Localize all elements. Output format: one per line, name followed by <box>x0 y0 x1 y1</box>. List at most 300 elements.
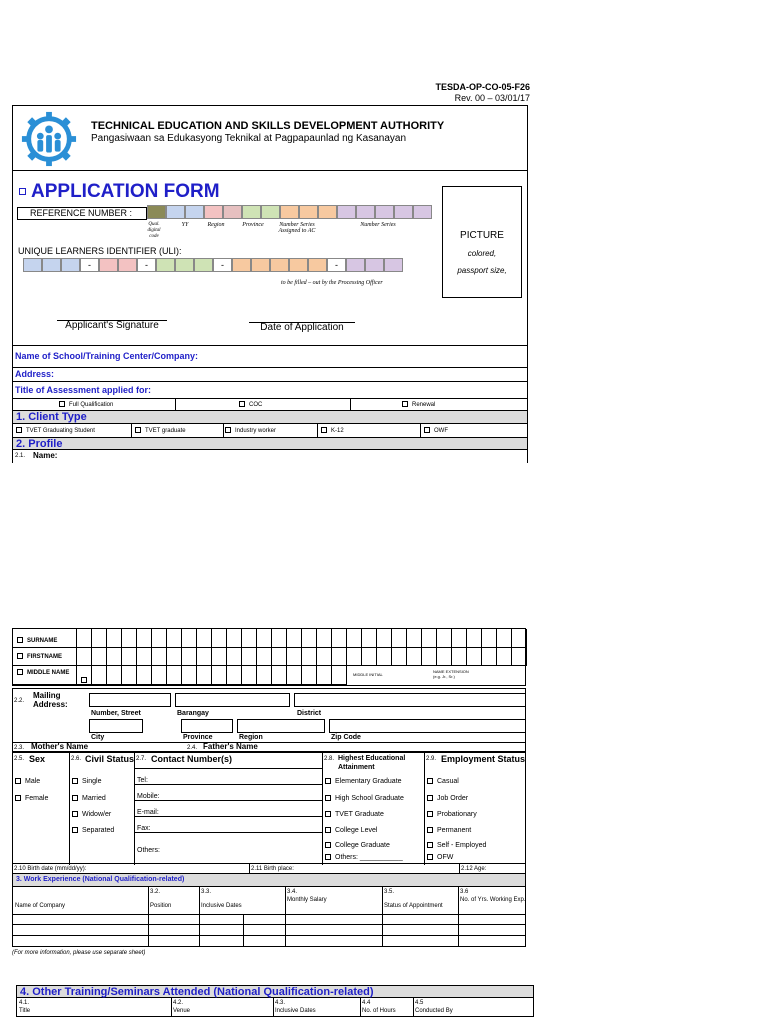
edu-tvet-label: TVET Graduate <box>335 811 384 818</box>
name-letter-cell[interactable] <box>242 629 257 648</box>
name-letter-cell[interactable] <box>272 629 287 648</box>
name-letter-cell[interactable] <box>272 648 287 667</box>
sex-label: Sex <box>29 754 46 764</box>
school-label: Name of School/Training Center/Company: <box>15 351 199 361</box>
middlename-text: MIDDLE NAME <box>27 670 70 676</box>
name-letter-cell[interactable] <box>512 629 527 648</box>
uli-digit-cell[interactable] <box>365 258 384 272</box>
reference-digit-cell[interactable] <box>337 205 356 219</box>
uli-digit-cell[interactable] <box>118 258 137 272</box>
birth-divider-1 <box>249 864 250 874</box>
mother-label: Mother's Name <box>31 742 89 751</box>
client-divider-4 <box>420 424 421 437</box>
name-letter-cell[interactable] <box>332 648 347 667</box>
name-letter-cell[interactable] <box>137 629 152 648</box>
name-letter-cell[interactable] <box>137 666 152 685</box>
client-owf-label: OWF <box>434 428 448 434</box>
name-letter-cell[interactable] <box>347 648 362 667</box>
name-letter-cell[interactable] <box>302 666 317 685</box>
name-letter-cell[interactable] <box>257 648 272 667</box>
checkbox-icon[interactable] <box>72 795 78 801</box>
uli-separator-cell[interactable] <box>80 258 99 272</box>
civil-separated-label: Separated <box>82 827 115 834</box>
name-letter-cell[interactable] <box>452 648 467 667</box>
name-letter-cell[interactable] <box>407 648 422 667</box>
name-letter-cell[interactable] <box>422 648 437 667</box>
name-letter-cell[interactable] <box>137 648 152 667</box>
contact-email[interactable]: E-mail: <box>137 809 159 816</box>
client-divider-1 <box>131 424 132 437</box>
reference-digit-cell[interactable] <box>413 205 432 219</box>
zipcode-label: Zip Code <box>331 734 361 741</box>
checkbox-icon[interactable] <box>402 401 408 407</box>
client-tvet-graduating[interactable] <box>16 425 95 437</box>
edu-number: 2.8. <box>324 756 335 762</box>
uli-separator-cell[interactable] <box>137 258 156 272</box>
barangay-label: Barangay <box>177 710 209 717</box>
edu-college-level[interactable] <box>325 825 377 836</box>
name-letter-cell[interactable] <box>317 648 332 667</box>
reference-digit-cell[interactable] <box>394 205 413 219</box>
edu-college-grad[interactable] <box>325 840 390 851</box>
work-row-1 <box>13 914 525 915</box>
name-letter-cell[interactable] <box>407 629 422 648</box>
civil-single[interactable] <box>72 776 101 787</box>
train-col-1 <box>171 998 172 1016</box>
parents-row <box>12 742 526 752</box>
sex-number: 2.5. <box>14 756 25 762</box>
name-letter-cell[interactable] <box>317 666 332 685</box>
name-letter-cell[interactable] <box>332 666 347 685</box>
name-letter-cell[interactable] <box>497 629 512 648</box>
client-industry-worker[interactable] <box>225 425 276 437</box>
checkbox-icon[interactable] <box>325 811 331 817</box>
name-letter-cell[interactable] <box>77 629 92 648</box>
name-letter-cell[interactable] <box>182 666 197 685</box>
reference-digit-cell[interactable] <box>318 205 337 219</box>
name-letter-cell[interactable] <box>107 648 122 667</box>
contact-fax[interactable]: Fax: <box>137 825 151 832</box>
emp-casual-label: Casual <box>437 778 459 785</box>
surname-label <box>17 637 57 645</box>
work-col-2b <box>243 914 244 947</box>
date-of-application-line[interactable] <box>249 322 355 323</box>
assessment-divider-1 <box>175 399 176 410</box>
name-letter-cell[interactable] <box>152 629 167 648</box>
uli-dash: - <box>335 260 338 270</box>
school-row[interactable] <box>12 346 528 368</box>
train-col-4 <box>413 998 414 1016</box>
checkbox-icon[interactable] <box>16 427 22 433</box>
mailing-label: Mailing Address: <box>33 691 68 709</box>
emp-permanent-label: Permanent <box>437 827 472 834</box>
name-letter-cell[interactable] <box>422 629 437 648</box>
name-letter-cell[interactable] <box>482 648 497 667</box>
uli-dash: - <box>221 260 224 270</box>
checkbox-icon[interactable] <box>325 778 331 784</box>
uli-digit-cell[interactable] <box>175 258 194 272</box>
name-letter-cell[interactable] <box>332 629 347 648</box>
title-checkbox[interactable] <box>19 188 26 195</box>
checkbox-icon[interactable] <box>72 827 78 833</box>
surname-text: SURNAME <box>27 638 58 644</box>
name-letter-cell[interactable] <box>197 666 212 685</box>
section-work-experience: 3. Work Experience (National Qualification-related) <box>12 874 526 887</box>
middlename-label <box>17 669 69 677</box>
option-full-qualification[interactable] <box>59 399 113 411</box>
emp-self-label: Self - Employed <box>437 842 487 849</box>
checkbox-icon[interactable] <box>427 811 433 817</box>
edu-tvet[interactable] <box>325 809 384 820</box>
district-input[interactable] <box>294 693 526 707</box>
uli-digit-cell[interactable] <box>61 258 80 272</box>
uli-digit-cell[interactable] <box>99 258 118 272</box>
name-letter-cell[interactable] <box>212 648 227 667</box>
checkbox-icon[interactable] <box>17 669 23 675</box>
checkbox-icon[interactable] <box>424 427 430 433</box>
client-divider-2 <box>223 424 224 437</box>
section-client-type: 1. Client Type <box>12 411 528 424</box>
reference-digit-cell[interactable] <box>261 205 280 219</box>
work-col-2 <box>199 887 200 947</box>
name-letter-cell[interactable] <box>152 648 167 667</box>
checkbox-icon[interactable] <box>17 653 23 659</box>
uli-digit-cell[interactable] <box>156 258 175 272</box>
uli-digit-cell[interactable] <box>23 258 42 272</box>
street-label: Number, Street <box>91 710 141 717</box>
contact-line-3 <box>134 800 322 801</box>
age-label[interactable]: 2.12 Age: <box>461 866 487 872</box>
middle-checkbox[interactable] <box>81 671 91 689</box>
client-tvet-graduate[interactable] <box>135 425 186 437</box>
name-letter-cell[interactable] <box>227 666 242 685</box>
uli-digit-cell[interactable] <box>346 258 365 272</box>
name-letter-cell[interactable] <box>497 648 512 667</box>
work-col-position: Position <box>150 903 172 909</box>
work-row-2 <box>13 924 525 925</box>
edu-highschool[interactable] <box>325 793 404 804</box>
work-col-4 <box>382 887 383 947</box>
civil-number: 2.6. <box>71 756 82 762</box>
birth-row <box>12 864 526 874</box>
name-letter-cell[interactable] <box>467 629 482 648</box>
document-reference <box>435 82 530 104</box>
name-letter-cell[interactable] <box>122 648 137 667</box>
civil-married[interactable] <box>72 793 106 804</box>
contact-number: 2.7. <box>136 756 147 762</box>
checkbox-icon[interactable] <box>59 401 65 407</box>
street-input[interactable] <box>89 693 171 707</box>
contact-tel[interactable]: Tel: <box>137 777 148 784</box>
work-col-1 <box>148 887 149 947</box>
checkbox-icon[interactable] <box>225 427 231 433</box>
contact-line-2 <box>134 784 322 785</box>
uli-digit-cell[interactable] <box>42 258 61 272</box>
name-letter-cell[interactable] <box>317 629 332 648</box>
name-letter-cell[interactable] <box>437 648 452 667</box>
name-letter-cell[interactable] <box>227 629 242 648</box>
name-letter-cell[interactable] <box>107 629 122 648</box>
name-letter-cell[interactable] <box>392 648 407 667</box>
emp-probationary[interactable] <box>427 809 477 820</box>
name-letter-cell[interactable] <box>302 629 317 648</box>
contact-others[interactable]: Others: <box>137 847 160 854</box>
name-letter-cell[interactable] <box>392 629 407 648</box>
sex-male-label: Male <box>25 778 41 785</box>
checkbox-icon[interactable] <box>325 842 331 848</box>
uli-dash: - <box>145 260 148 270</box>
client-type-row <box>12 424 528 438</box>
reference-digit-cell[interactable] <box>204 205 223 219</box>
emp-joborder[interactable] <box>427 793 468 804</box>
applicant-signature-line[interactable] <box>57 320 167 321</box>
name-letter-cell[interactable] <box>467 648 482 667</box>
checkbox-icon[interactable] <box>321 427 327 433</box>
emp-self[interactable] <box>427 840 486 851</box>
checkbox-icon[interactable] <box>239 401 245 407</box>
name-letter-cell[interactable] <box>107 666 122 685</box>
ref-sublabel-province: Province <box>242 222 264 228</box>
assessment-title-label: Title of Assessment applied for: <box>15 385 152 395</box>
work-col-3 <box>285 887 286 947</box>
civil-separated[interactable] <box>72 825 114 836</box>
reference-digit-cell[interactable] <box>299 205 318 219</box>
ref-sublabel-region: Region <box>207 222 225 228</box>
checkbox-icon[interactable] <box>72 778 78 784</box>
emp-casual[interactable] <box>427 776 459 787</box>
city-input[interactable] <box>89 719 143 733</box>
edu-others[interactable] <box>325 852 403 863</box>
assessment-options-row <box>12 399 528 411</box>
name-letter-cell[interactable] <box>482 629 497 648</box>
province-label: Province <box>183 734 213 741</box>
uli-digit-cell[interactable] <box>308 258 327 272</box>
option-coc[interactable] <box>239 399 262 411</box>
divider-civil <box>134 753 135 865</box>
reference-digit-cell[interactable] <box>356 205 375 219</box>
form-title-text: APPLICATION FORM <box>31 181 220 202</box>
address-row[interactable] <box>12 368 528 382</box>
reference-digit-cell[interactable] <box>166 205 185 219</box>
work-col-years: No. of Yrs. Working Exp. <box>460 897 526 903</box>
emp-probationary-label: Probationary <box>437 811 477 818</box>
name-letter-cell[interactable] <box>212 629 227 648</box>
train-num-hours: 4.4 <box>362 1000 371 1006</box>
uli-dash: - <box>88 260 91 270</box>
checkbox-icon[interactable] <box>427 854 433 860</box>
emp-permanent[interactable] <box>427 825 471 836</box>
checkbox-icon[interactable] <box>427 795 433 801</box>
region-input[interactable] <box>237 719 325 733</box>
contact-mobile[interactable]: Mobile: <box>137 793 160 800</box>
name-letter-cell[interactable] <box>347 629 362 648</box>
train-num-dates: 4.3. <box>275 1000 286 1006</box>
document-revision: Rev. 00 – 03/01/17 <box>454 93 530 103</box>
name-letter-cell[interactable] <box>452 629 467 648</box>
name-letter-cell[interactable] <box>242 648 257 667</box>
uli-digit-cell[interactable] <box>232 258 251 272</box>
name-label: Name: <box>33 451 58 460</box>
checkbox-icon[interactable] <box>325 827 331 833</box>
divider-contact <box>322 753 323 865</box>
name-letter-cell[interactable] <box>242 666 257 685</box>
barangay-input[interactable] <box>175 693 290 707</box>
name-letter-cell[interactable] <box>257 666 272 685</box>
client-tvet-graduating-label: TVET Graduating Student <box>26 428 95 434</box>
name-letter-cell[interactable] <box>377 648 392 667</box>
district-label: District <box>297 710 322 717</box>
edu-college-grad-label: College Graduate <box>335 842 390 849</box>
train-col-hours: No. of Hours <box>362 1008 396 1014</box>
name-letter-cell[interactable] <box>287 629 302 648</box>
form-title <box>19 181 220 203</box>
checkbox-icon[interactable] <box>427 778 433 784</box>
name-letter-cell[interactable] <box>272 666 287 685</box>
work-experience-table <box>12 887 526 947</box>
address-label: Address: <box>15 369 55 379</box>
work-num-salary: 3.4. <box>287 889 298 895</box>
name-letter-cell[interactable] <box>167 666 182 685</box>
picture-label: PICTURE <box>460 230 504 241</box>
checkbox-icon[interactable] <box>72 811 78 817</box>
province-input[interactable] <box>181 719 233 733</box>
profile-details-box <box>12 752 526 864</box>
name-row <box>12 450 528 463</box>
name-letter-cell[interactable] <box>182 629 197 648</box>
ref-sublabel-series: Number Series <box>360 222 396 228</box>
uli-digit-cell[interactable] <box>384 258 403 272</box>
checkbox-icon[interactable] <box>135 427 141 433</box>
assessment-divider-2 <box>350 399 351 410</box>
emp-ofw[interactable] <box>427 852 453 863</box>
client-divider-3 <box>317 424 318 437</box>
birthplace-label[interactable]: 2.11 Birth place: <box>251 866 294 872</box>
name-letter-cell[interactable] <box>77 648 92 667</box>
ref-sublabel-series-ac: Number Series Assigned to AC <box>278 222 316 234</box>
checkbox-icon[interactable] <box>15 778 21 784</box>
reference-digit-cell[interactable] <box>147 205 166 219</box>
uli-separator-cell[interactable] <box>327 258 346 272</box>
civil-married-label: Married <box>82 795 106 802</box>
reference-digit-cell[interactable] <box>242 205 261 219</box>
checkbox-icon[interactable] <box>427 842 433 848</box>
checkbox-icon[interactable] <box>325 795 331 801</box>
reference-digit-cell[interactable] <box>375 205 394 219</box>
uli-separator-cell[interactable] <box>213 258 232 272</box>
name-letter-cell[interactable] <box>212 666 227 685</box>
name-letter-cell[interactable] <box>167 648 182 667</box>
uli-digit-cell[interactable] <box>251 258 270 272</box>
name-letter-cell[interactable] <box>362 648 377 667</box>
name-letter-cell[interactable] <box>377 629 392 648</box>
name-letter-cell[interactable] <box>302 648 317 667</box>
option-renewal[interactable] <box>402 399 435 411</box>
picture-note-colored: colored, <box>467 249 497 258</box>
name-letter-cell[interactable] <box>122 629 137 648</box>
name-letter-cell[interactable] <box>512 648 527 667</box>
sex-male[interactable] <box>15 776 40 787</box>
region-label: Region <box>239 734 263 741</box>
birth-divider-2 <box>459 864 460 874</box>
reference-number-label: REFERENCE NUMBER : <box>17 207 147 220</box>
emp-label: Employment Status <box>441 754 526 764</box>
mother-number: 2.3. <box>14 745 25 751</box>
civil-widow-label: Widow/er <box>82 811 112 818</box>
work-col-company: Name of Company <box>15 903 66 909</box>
checkbox-icon[interactable] <box>15 795 21 801</box>
name-letter-cell[interactable] <box>437 629 452 648</box>
train-num-venue: 4.2. <box>173 1000 184 1006</box>
more-info-note: (For more information, please use separate sheet) <box>12 950 146 956</box>
name-letter-cell[interactable] <box>362 629 377 648</box>
train-col-title: Title <box>19 1008 31 1014</box>
name-letter-cell[interactable] <box>122 666 137 685</box>
uli-digit-cell[interactable] <box>194 258 213 272</box>
name-letter-cell[interactable] <box>257 629 272 648</box>
edu-highschool-label: High School Graduate <box>335 795 404 802</box>
edu-elementary[interactable] <box>325 776 402 787</box>
civil-widow[interactable] <box>72 809 111 820</box>
name-letter-cell[interactable] <box>227 648 242 667</box>
assessment-title-row[interactable] <box>12 382 528 399</box>
birthdate-label[interactable]: 2.10 Birth date (mm/dd/yy): <box>14 866 87 872</box>
uli-digit-cell[interactable] <box>270 258 289 272</box>
uli-label: UNIQUE LEARNERS IDENTIFIER (ULI): <box>18 246 182 256</box>
reference-digit-cell[interactable] <box>280 205 299 219</box>
train-num-conducted: 4.5 <box>415 1000 424 1006</box>
work-num-dates: 3.3. <box>201 889 212 895</box>
ref-sublabel-yy: YY <box>181 222 189 228</box>
checkbox-icon[interactable] <box>17 637 23 643</box>
client-tvet-graduate-label: TVET graduate <box>145 428 186 434</box>
reference-digit-cell[interactable] <box>185 205 204 219</box>
name-letter-cell[interactable] <box>152 666 167 685</box>
middle-initial-label: MIDDLE INITIAL <box>353 672 383 677</box>
emp-number: 2.9. <box>426 756 437 762</box>
contact-line-4 <box>134 816 322 817</box>
name-letter-cell[interactable] <box>197 648 212 667</box>
name-letter-cell[interactable] <box>92 666 107 685</box>
mailing-number: 2.2. <box>14 698 25 704</box>
ref-sublabel-qual: Qual. digital code <box>147 222 161 239</box>
document-code: TESDA-OP-CO-05-F26 <box>435 82 530 92</box>
name-letter-cell[interactable] <box>182 648 197 667</box>
name-extension-label: NAME EXTENSION (e.g. Jr., Sr.) <box>433 669 469 679</box>
name-letter-cell[interactable] <box>167 629 182 648</box>
city-label: City <box>91 734 105 741</box>
name-letter-cell[interactable] <box>287 648 302 667</box>
sex-female[interactable] <box>15 793 48 804</box>
train-col-2 <box>273 998 274 1016</box>
client-k12[interactable] <box>321 425 344 437</box>
zipcode-input[interactable] <box>329 719 526 733</box>
checkbox-icon[interactable] <box>325 854 331 860</box>
checkbox-icon[interactable] <box>81 677 87 683</box>
client-k12-label: K-12 <box>331 428 344 434</box>
name-letter-cell[interactable] <box>92 629 107 648</box>
reference-digit-cell[interactable] <box>223 205 242 219</box>
checkbox-icon[interactable] <box>427 827 433 833</box>
emp-joborder-label: Job Order <box>437 795 469 802</box>
other-training-box <box>16 985 534 1017</box>
name-letter-cell[interactable] <box>287 666 302 685</box>
name-number: 2.1. <box>15 453 26 459</box>
name-letter-cell[interactable] <box>197 629 212 648</box>
name-grid <box>12 628 526 686</box>
client-owf[interactable] <box>424 425 448 437</box>
name-letter-cell[interactable] <box>92 648 107 667</box>
uli-digit-cell[interactable] <box>289 258 308 272</box>
